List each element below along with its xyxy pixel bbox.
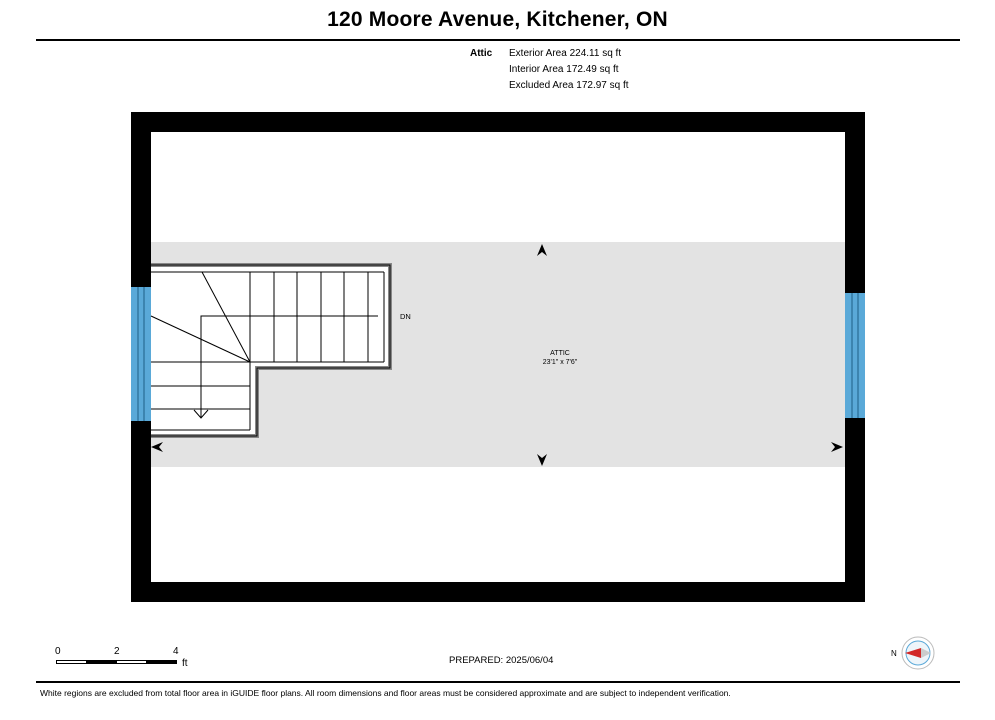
scale-segment-2 [86, 660, 117, 664]
prepared-date: PREPARED: 2025/06/04 [449, 655, 554, 666]
interior-area: Interior Area 172.49 sq ft [509, 64, 619, 75]
disclaimer-text: White regions are excluded from total floor area in iGUIDE floor plans. All room dimensions and floor areas must be considered approximate and are subject to independent verification. [40, 688, 731, 698]
page-title: 120 Moore Avenue, Kitchener, ON [327, 8, 668, 31]
room-dimensions: 23'1" x 7'6" [542, 359, 578, 366]
scale-unit: ft [182, 658, 188, 669]
window-right [845, 293, 865, 418]
room-name: ATTIC [550, 350, 570, 357]
exterior-area: Exterior Area 224.11 sq ft [509, 48, 622, 59]
compass-north-label: N [891, 649, 897, 658]
compass-icon [888, 634, 948, 674]
excluded-area: Excluded Area 172.97 sq ft [509, 80, 629, 91]
scale-label-4: 4 [173, 646, 179, 657]
stairs-down-label: DN [400, 312, 411, 321]
footer-divider [36, 681, 960, 683]
scale-label-0: 0 [55, 646, 61, 657]
scale-bar [50, 646, 210, 676]
window-left [131, 287, 151, 421]
scale-label-2: 2 [114, 646, 120, 657]
scale-segment-3 [116, 660, 147, 664]
scale-segment-1 [56, 660, 87, 664]
area-level-label: Attic [470, 48, 493, 59]
scale-segment-4 [146, 660, 177, 664]
